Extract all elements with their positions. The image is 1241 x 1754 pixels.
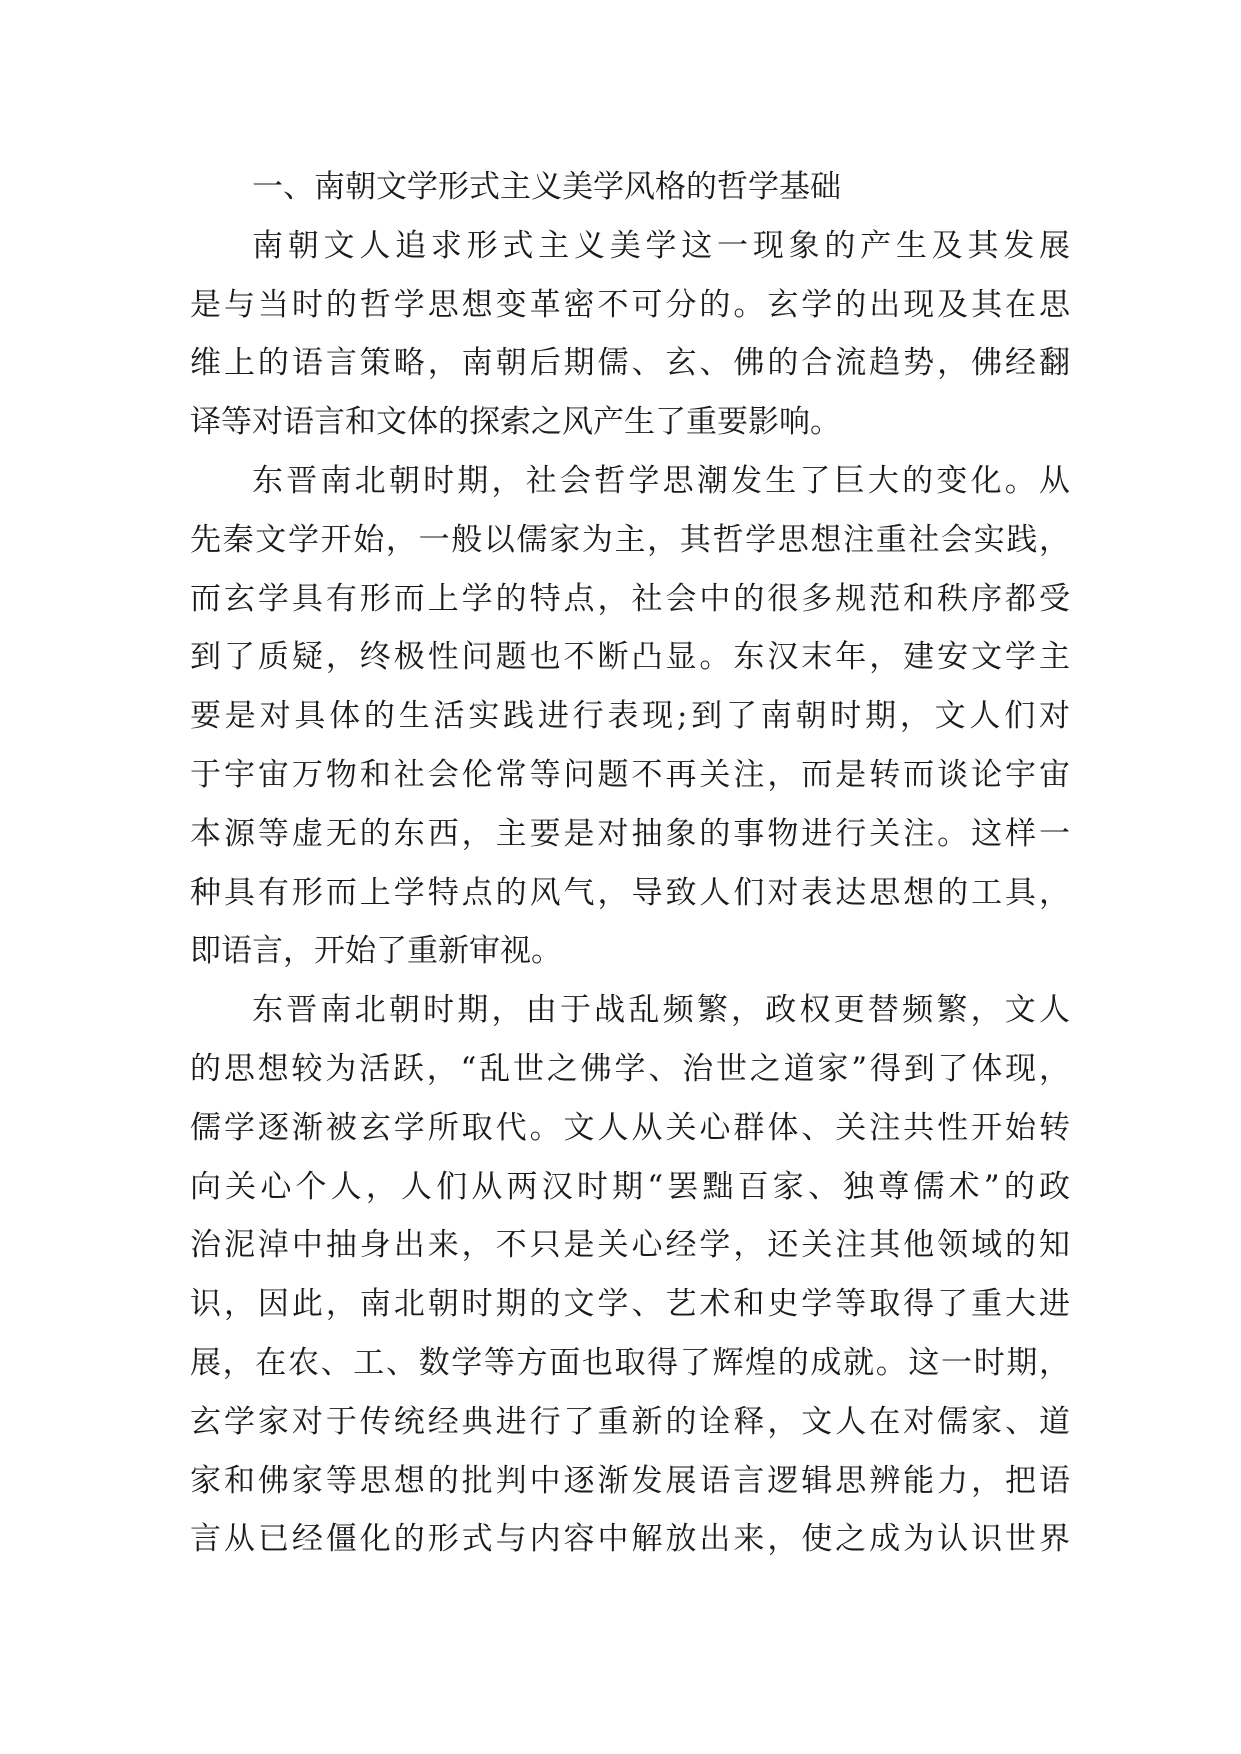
text-line: 到了质疑，终极性问题也不断凸显。东汉末年，建安文学主	[190, 639, 1070, 676]
text-line: 向关心个人，人们从两汉时期“罢黜百家、独尊儒术”的政	[190, 1168, 1070, 1205]
text-line: 南朝文人追求形式主义美学这一现象的产生及其发展	[252, 227, 1070, 264]
text-line: 儒学逐渐被玄学所取代。文人从关心群体、关注共性开始转	[190, 1109, 1070, 1146]
text-line: 要是对具体的生活实践进行表现;到了南朝时期，文人们对	[190, 698, 1070, 735]
text-line: 识，因此，南北朝时期的文学、艺术和史学等取得了重大进	[190, 1286, 1070, 1323]
text-line: 玄学家对于传统经典进行了重新的诠释，文人在对儒家、道	[190, 1403, 1070, 1440]
text-line: 种具有形而上学特点的风气，导致人们对表达思想的工具，	[190, 874, 1070, 911]
text-line: 即语言，开始了重新审视。	[190, 933, 562, 970]
text-line: 译等对语言和文体的探索之风产生了重要影响。	[190, 404, 841, 441]
text-line: 是与当时的哲学思想变革密不可分的。玄学的出现及其在思	[190, 286, 1070, 323]
text-line: 于宇宙万物和社会伦常等问题不再关注，而是转而谈论宇宙	[190, 756, 1070, 793]
text-line: 治泥淖中抽身出来，不只是关心经学，还关注其他领域的知	[190, 1227, 1070, 1264]
text-line: 维上的语言策略，南朝后期儒、玄、佛的合流趋势，佛经翻	[190, 345, 1070, 382]
document-body	[190, 158, 1070, 1569]
text-line: 本源等虚无的东西，主要是对抽象的事物进行关注。这样一	[190, 815, 1070, 852]
text-line: 东晋南北朝时期，由于战乱频繁，政权更替频繁，文人	[252, 992, 1070, 1029]
text-line: 东晋南北朝时期，社会哲学思潮发生了巨大的变化。从	[252, 462, 1070, 499]
text-line: 展，在农、工、数学等方面也取得了辉煌的成就。这一时期，	[190, 1344, 1070, 1381]
text-line: 先秦文学开始，一般以儒家为主，其哲学思想注重社会实践，	[190, 521, 1070, 558]
text-line: 言从已经僵化的形式与内容中解放出来，使之成为认识世界	[190, 1521, 1070, 1558]
text-line: 的思想较为活跃，“乱世之佛学、治世之道家”得到了体现，	[190, 1050, 1070, 1087]
text-line: 家和佛家等思想的批判中逐渐发展语言逻辑思辨能力，把语	[190, 1462, 1070, 1499]
text-line: 一、南朝文学形式主义美学风格的哲学基础	[252, 169, 841, 205]
text-line: 而玄学具有形而上学的特点，社会中的很多规范和秩序都受	[190, 580, 1070, 617]
